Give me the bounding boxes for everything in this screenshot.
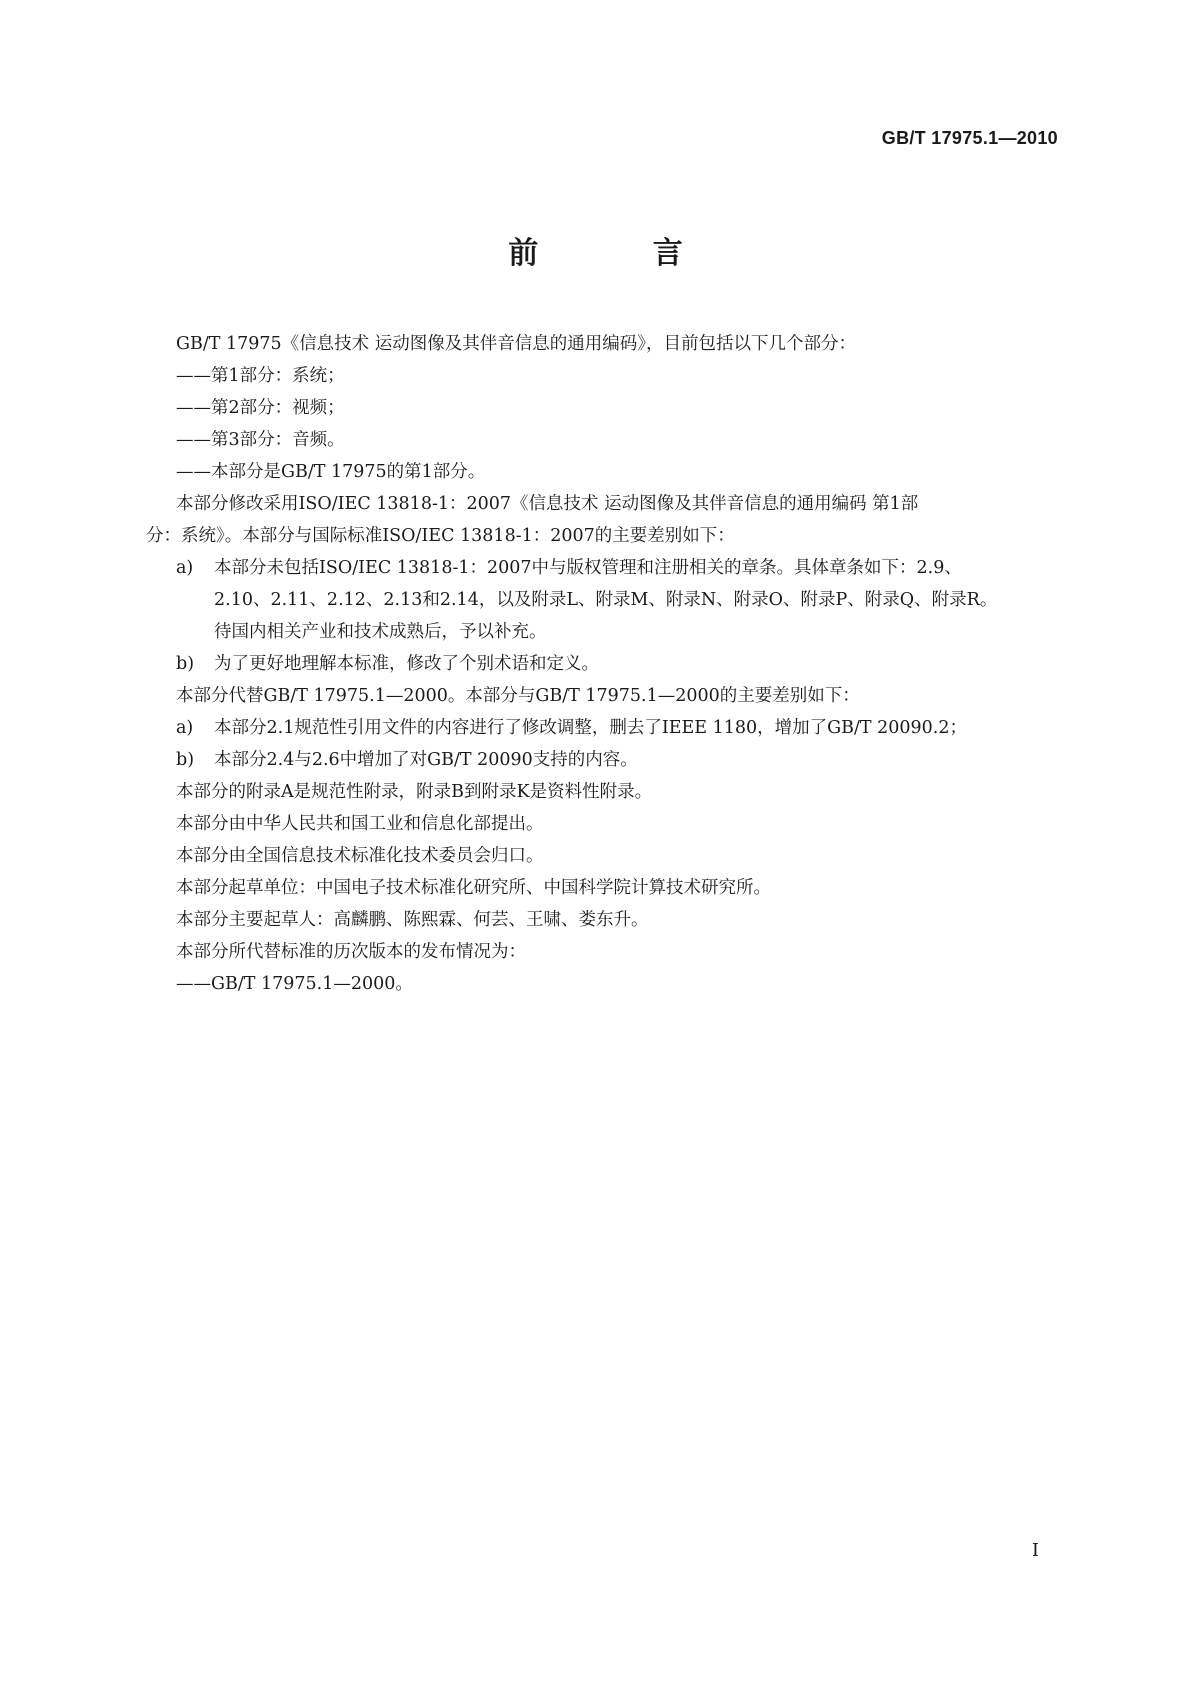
annex-paragraph: 本部分的附录A是规范性附录，附录B到附录K是资料性附录。: [176, 782, 653, 802]
item-marker: a): [176, 718, 194, 738]
drafting-units-paragraph: 本部分起草单位：中国电子技术标准化研究所、中国科学院计算技术研究所。: [176, 878, 771, 898]
part-list-item: ——第2部分：视频；: [176, 398, 345, 418]
page-number: I: [1031, 1540, 1039, 1561]
change-item-b: [146, 744, 1066, 776]
item-text: 为了更好地理解本标准，修改了个别术语和定义。: [214, 654, 599, 674]
committee-paragraph: 本部分由全国信息技术标准化技术委员会归口。: [176, 846, 544, 866]
part-list-item: ——第3部分：音频。: [176, 430, 345, 450]
item-continuation: 待国内相关产业和技术成熟后，予以补充。: [214, 622, 547, 642]
item-text: 本部分2.4与2.6中增加了对GB/T 20090支持的内容。: [214, 750, 638, 770]
document-body: [146, 328, 1066, 1000]
change-item-a: [146, 712, 1066, 744]
item-continuation: 2.10、2.11、2.12、2.13和2.14，以及附录L、附录M、附录N、附录O、附录P、附录Q、附录R。: [214, 590, 998, 610]
standard-code-header: GB/T 17975.1—2010: [881, 128, 1058, 148]
drafters-paragraph: 本部分主要起草人：高麟鹏、陈熙霖、何芸、王啸、娄东升。: [176, 910, 649, 930]
page-title: 前 言: [508, 236, 735, 271]
part-list-item: ——本部分是GB/T 17975的第1部分。: [176, 462, 486, 482]
history-list-item: ——GB/T 17975.1—2000。: [176, 974, 413, 994]
item-marker: a): [176, 558, 194, 578]
replacement-paragraph: 本部分代替GB/T 17975.1—2000。本部分与GB/T 17975.1—2000的主要差别如下：: [176, 686, 860, 706]
item-marker: b): [176, 654, 195, 674]
adoption-paragraph-line: 本部分修改采用ISO/IEC 13818-1：2007《信息技术 运动图像及其伴音信息的通用编码 第1部: [176, 494, 919, 514]
item-text: 本部分未包括ISO/IEC 13818-1：2007中与版权管理和注册相关的章条。具体章条如下：2.9、: [214, 558, 962, 578]
difference-item-b: [146, 648, 1066, 680]
history-paragraph: 本部分所代替标准的历次版本的发布情况为：: [176, 942, 526, 962]
part-list-item: ——第1部分：系统；: [176, 366, 345, 386]
adoption-paragraph-line: 分：系统》。本部分与国际标准ISO/IEC 13818-1：2007的主要差别如下：: [146, 526, 735, 546]
proposer-paragraph: 本部分由中华人民共和国工业和信息化部提出。: [176, 814, 544, 834]
difference-item-a: [146, 552, 1066, 584]
item-text: 本部分2.1规范性引用文件的内容进行了修改调整，删去了IEEE 1180，增加了GB/T 20090.2；: [214, 718, 968, 738]
item-marker: b): [176, 750, 195, 770]
intro-paragraph: GB/T 17975《信息技术 运动图像及其伴音信息的通用编码》，目前包括以下几个部分：: [176, 334, 856, 354]
